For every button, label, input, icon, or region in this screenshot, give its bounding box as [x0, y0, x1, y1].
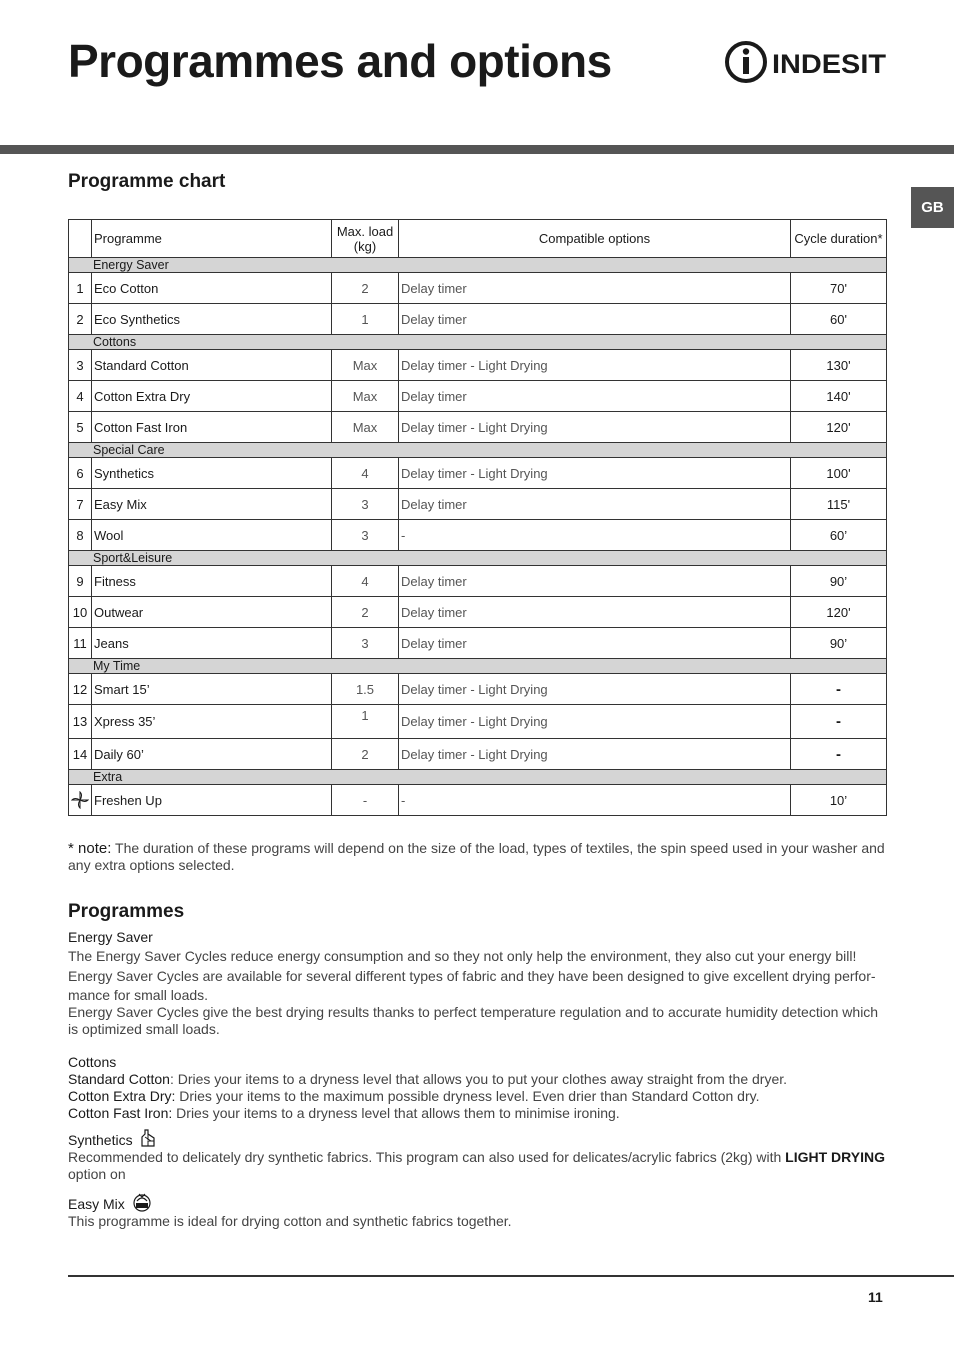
synthetics-heading: Synthetics	[68, 1132, 133, 1148]
header-bar	[0, 145, 954, 154]
synthetics-text-a: Recommended to delicately dry synthetic fabrics. This program can also used for delicates/acrylic fabrics (2kg) with	[68, 1149, 786, 1165]
table-row	[69, 705, 887, 739]
synthetics-text-b: option on	[68, 1166, 126, 1182]
group-row	[69, 443, 887, 458]
compatible-options: Delay timer - Light Drying	[399, 674, 791, 705]
max-load: Max	[332, 412, 399, 443]
page-number: 11	[868, 1289, 883, 1305]
table-row	[69, 520, 887, 551]
cycle-duration: 90’	[791, 566, 887, 597]
group-row	[69, 659, 887, 674]
programme-number: 10	[69, 597, 92, 628]
max-load: 3	[332, 520, 399, 551]
easy-mix-icon	[132, 1192, 152, 1212]
table-row	[69, 785, 887, 816]
programme-number: 13	[69, 705, 92, 739]
easy-mix-desc: This programme is ideal for drying cotton and synthetic fabrics together.	[68, 1213, 512, 1229]
table-row	[69, 381, 887, 412]
max-load: 2	[332, 273, 399, 304]
group-label: My Time	[69, 659, 887, 674]
energy-saver-p1: The Energy Saver Cycles reduce energy consumption and so they not only help the environment, they also cut your energy bill!	[68, 948, 857, 964]
cycle-duration: -	[791, 674, 887, 705]
cotton-fast-iron-label: Cotton Fast Iron:	[68, 1105, 173, 1121]
programme-number: 9	[69, 566, 92, 597]
compatible-options: -	[399, 785, 791, 816]
group-row	[69, 335, 887, 350]
cycle-duration: 120'	[791, 412, 887, 443]
programme-name: Daily 60’	[92, 739, 332, 770]
programme-table	[68, 219, 887, 816]
programme-name: Xpress 35’	[92, 705, 332, 739]
programme-name: Freshen Up	[92, 785, 332, 816]
group-row	[69, 770, 887, 785]
max-load: 4	[332, 458, 399, 489]
table-row	[69, 304, 887, 335]
compatible-options: -	[399, 520, 791, 551]
cycle-duration: 100'	[791, 458, 887, 489]
programme-number: 4	[69, 381, 92, 412]
cycle-duration: -	[791, 705, 887, 739]
programme-name: Jeans	[92, 628, 332, 659]
programme-number: 2	[69, 304, 92, 335]
programme-number: 14	[69, 739, 92, 770]
compatible-options: Delay timer - Light Drying	[399, 705, 791, 739]
header-num	[69, 220, 92, 258]
programme-name: Eco Cotton	[92, 273, 332, 304]
synthetics-heading-row	[68, 1128, 886, 1149]
table-row	[69, 489, 887, 520]
cottons-section	[68, 1054, 886, 1122]
max-load: 1	[332, 705, 399, 739]
compatible-options: Delay timer	[399, 597, 791, 628]
programme-name: Eco Synthetics	[92, 304, 332, 335]
programme-name: Smart 15’	[92, 674, 332, 705]
programme-number: 5	[69, 412, 92, 443]
programme-number: 3	[69, 350, 92, 381]
max-load: 3	[332, 628, 399, 659]
compatible-options: Delay timer - Light Drying	[399, 350, 791, 381]
programme-name: Fitness	[92, 566, 332, 597]
page-title: Programmes and options	[68, 35, 612, 87]
cycle-duration: 140'	[791, 381, 887, 412]
standard-cotton-desc	[68, 1071, 886, 1088]
programme-number: 11	[69, 628, 92, 659]
cycle-duration: 60’	[791, 520, 887, 551]
programme-number: 6	[69, 458, 92, 489]
max-load: 2	[332, 739, 399, 770]
programme-name: Easy Mix	[92, 489, 332, 520]
max-load: Max	[332, 381, 399, 412]
header-options: Compatible options	[399, 220, 791, 258]
cottons-heading: Cottons	[68, 1054, 117, 1070]
programme-number: 12	[69, 674, 92, 705]
synthetics-desc	[68, 1149, 886, 1183]
table-row	[69, 350, 887, 381]
compatible-options: Delay timer	[399, 628, 791, 659]
cotton-extra-dry-text: Dries your items to the maximum possible dryness level. Even drier than Standard Cotton dry.	[175, 1088, 760, 1104]
cycle-duration: -	[791, 739, 887, 770]
energy-saver-p2a: Energy Saver Cycles are available for several different types of fabric and they have been designed to give excellent drying perfor-	[68, 968, 876, 984]
fan-icon	[71, 791, 89, 809]
programmes-title: Programmes	[68, 901, 185, 922]
header-max-load: Max. load (kg)	[332, 220, 399, 258]
group-label: Cottons	[69, 335, 887, 350]
compatible-options: Delay timer	[399, 489, 791, 520]
table-header	[69, 220, 887, 258]
programme-name: Standard Cotton	[92, 350, 332, 381]
programme-number: 8	[69, 520, 92, 551]
max-load: 1.5	[332, 674, 399, 705]
note-label: * note:	[68, 840, 112, 857]
table-row	[69, 628, 887, 659]
cycle-duration: 120'	[791, 597, 887, 628]
compatible-options: Delay timer - Light Drying	[399, 739, 791, 770]
cotton-fast-iron-text: Dries your items to a dryness level that allows them to minimise ironing.	[172, 1105, 620, 1121]
max-load: 4	[332, 566, 399, 597]
language-tab: GB	[911, 187, 954, 228]
duration-note	[68, 840, 886, 874]
table-row	[69, 458, 887, 489]
table-row	[69, 597, 887, 628]
energy-saver-p2b: mance for small loads.	[68, 987, 209, 1003]
easy-mix-section	[68, 1192, 886, 1230]
max-load: 1	[332, 304, 399, 335]
cotton-extra-dry-desc	[68, 1088, 886, 1105]
programme-name: Cotton Fast Iron	[92, 412, 332, 443]
group-label: Sport&Leisure	[69, 551, 887, 566]
energy-saver-p3: Energy Saver Cycles give the best drying results thanks to perfect temperature regulation and to accurate humidity detection which is optimized small loads.	[68, 1004, 879, 1037]
programme-name: Synthetics	[92, 458, 332, 489]
cycle-duration: 130'	[791, 350, 887, 381]
group-label: Energy Saver	[69, 258, 887, 273]
footer-rule	[68, 1275, 954, 1277]
cycle-duration: 70'	[791, 273, 887, 304]
header-programme: Programme	[92, 220, 332, 258]
compatible-options: Delay timer - Light Drying	[399, 458, 791, 489]
synthetics-text-bold: LIGHT DRYING	[785, 1149, 885, 1165]
cycle-duration: 115'	[791, 489, 887, 520]
energy-saver-heading: Energy Saver	[68, 929, 153, 945]
note-text: The duration of these programs will depend on the size of the load, types of textiles, the spin speed used in your washer and any extra options selected.	[68, 840, 885, 873]
max-load: 3	[332, 489, 399, 520]
energy-saver-section	[68, 929, 886, 1038]
programme-number: 7	[69, 489, 92, 520]
cycle-duration: 10’	[791, 785, 887, 816]
programme-name: Wool	[92, 520, 332, 551]
programme-name: Cotton Extra Dry	[92, 381, 332, 412]
table-row	[69, 273, 887, 304]
programme-name: Outwear	[92, 597, 332, 628]
header-duration: Cycle duration*	[791, 220, 887, 258]
group-row	[69, 551, 887, 566]
max-load: Max	[332, 350, 399, 381]
compatible-options: Delay timer	[399, 566, 791, 597]
programme-chart-title: Programme chart	[68, 171, 226, 192]
standard-cotton-label: Standard Cotton	[68, 1071, 170, 1087]
indesit-logo	[724, 40, 890, 84]
brand-name: INDESIT	[772, 49, 887, 79]
compatible-options: Delay timer - Light Drying	[399, 412, 791, 443]
table-row	[69, 739, 887, 770]
max-load: -	[332, 785, 399, 816]
easy-mix-heading: Easy Mix	[68, 1196, 125, 1212]
group-row	[69, 258, 887, 273]
synthetics-section	[68, 1128, 886, 1183]
compatible-options: Delay timer	[399, 273, 791, 304]
group-label: Special Care	[69, 443, 887, 458]
cotton-fast-iron-desc	[68, 1105, 886, 1122]
compatible-options: Delay timer	[399, 304, 791, 335]
table-row	[69, 412, 887, 443]
standard-cotton-text: : Dries your items to a dryness level that allows you to put your clothes away straight from the dryer.	[169, 1071, 788, 1087]
table-row	[69, 674, 887, 705]
group-label: Extra	[69, 770, 887, 785]
cycle-duration: 90’	[791, 628, 887, 659]
max-load: 2	[332, 597, 399, 628]
compatible-options: Delay timer	[399, 381, 791, 412]
table-row	[69, 566, 887, 597]
cycle-duration: 60'	[791, 304, 887, 335]
synthetics-icon	[139, 1128, 157, 1148]
programme-number	[69, 785, 92, 816]
programme-number: 1	[69, 273, 92, 304]
easy-mix-heading-row	[68, 1192, 886, 1213]
cotton-extra-dry-label: Cotton Extra Dry:	[68, 1088, 176, 1104]
